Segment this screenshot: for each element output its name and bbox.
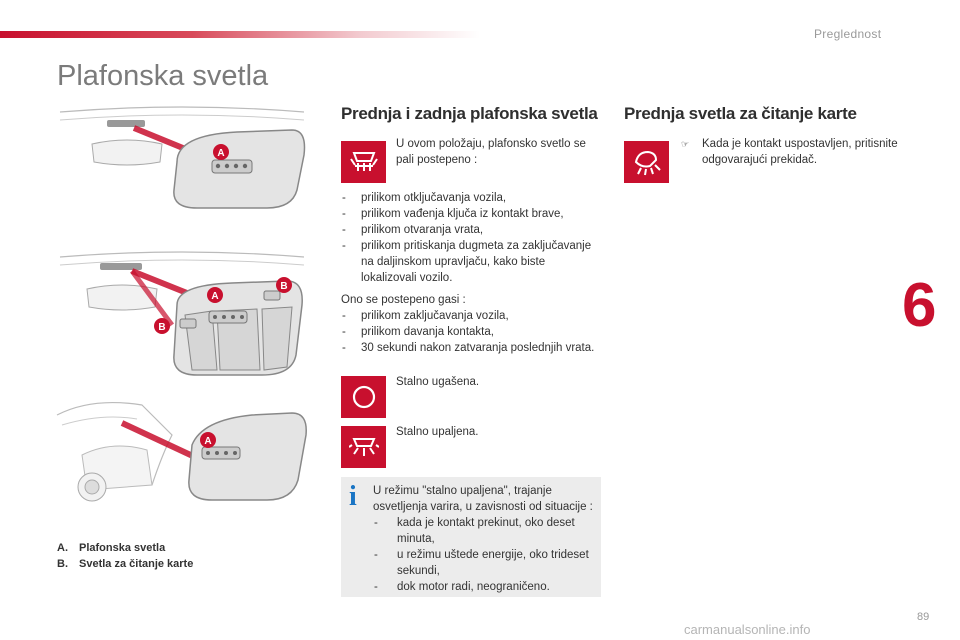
dome-light-door-icon [341, 141, 386, 183]
list-item: - u režimu uštede energije, oko trideset sekundi, [373, 547, 599, 579]
section-label: Preglednost [814, 27, 882, 41]
figure-rear-dome-light [52, 395, 314, 505]
list-item: - prilikom pritiskanja dugmeta za zaključavanje na daljinskom upravljaču, kako biste lokalizovali vozilo. [341, 238, 603, 286]
list-item: - kada je kontakt prekinut, oko deset minuta, [373, 515, 599, 547]
list-item: - prilikom otključavanja vozila, [341, 190, 603, 206]
list-item: - prilikom davanja kontakta, [341, 324, 603, 340]
list-item: - dok motor radi, neograničeno. [373, 579, 599, 595]
marker-a: A [211, 291, 219, 302]
section-title-dome-lights: Prednja i zadnja plafonska svetla [341, 104, 598, 123]
marker-b: B [158, 322, 166, 333]
off-intro-text: Ono se postepeno gasi : [341, 294, 466, 306]
marker-b: B [280, 281, 288, 292]
info-text: U režimu "stalno upaljena", trajanje osvetljenja varira, u zavisnosti od situacije : [373, 485, 593, 513]
page-title: Plafonska svetla [57, 60, 269, 92]
map-reading-light-icon [624, 141, 669, 183]
figure-legend [57, 540, 193, 572]
chapter-number: 6 [902, 271, 937, 340]
legend-item: A. Plafonska svetla [57, 542, 166, 554]
map-light-instruction: Kada je kontakt uspostavljen, pritisnite odgovarajući prekidač. [702, 138, 898, 166]
dome-light-on-icon [341, 426, 386, 468]
list-item: - prilikom zaključavanja vozila, [341, 308, 603, 324]
figure-front-dome-light [52, 100, 314, 210]
info-box [341, 477, 601, 597]
page-number: 89 [917, 611, 930, 623]
marker-a: A [204, 436, 212, 447]
list-item: - 30 sekundi nakon zatvaranja poslednjih vrata. [341, 340, 603, 356]
info-icon: i [349, 481, 357, 512]
always-off-label: Stalno ugašena. [396, 376, 480, 388]
list-item: - prilikom vađenja ključa iz kontakt brave, [341, 206, 603, 222]
legend-item: B. Svetla za čitanje karte [57, 558, 194, 570]
watermark: carmanualsonline.info [684, 622, 811, 637]
always-on-label: Stalno upaljena. [396, 426, 479, 438]
header-accent-bar [0, 31, 480, 38]
figure-dome-and-map-lights [52, 245, 314, 380]
intro-text: U ovom položaju, plafonsko svetlo se pali postepeno : [396, 138, 586, 166]
circle-off-icon [341, 376, 386, 418]
marker-a: A [217, 148, 225, 159]
on-conditions-list [341, 190, 603, 356]
list-item: - prilikom otvaranja vrata, [341, 222, 603, 238]
bullet-icon: ☞ [681, 139, 690, 149]
section-title-map-lights: Prednja svetla za čitanje karte [624, 104, 857, 123]
